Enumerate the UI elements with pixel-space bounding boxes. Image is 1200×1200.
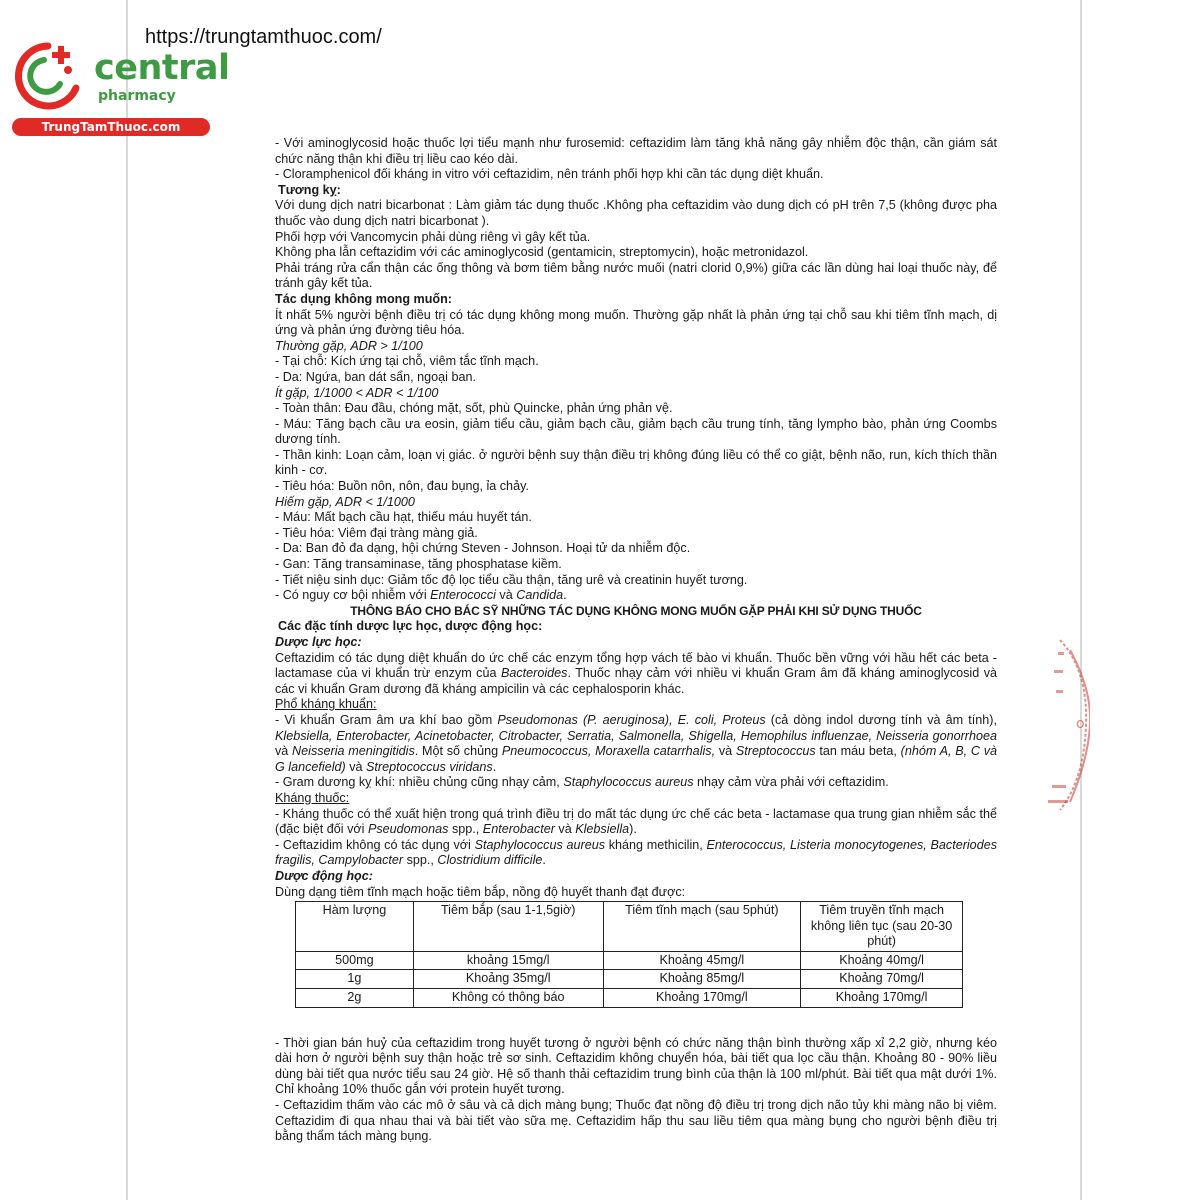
list-item: - Da: Ngứa, ban dát sẩn, ngoại ban.	[275, 369, 476, 384]
paragraph: - Ceftazidim thấm vào các mô ở sâu và cả dịch màng bụng; Thuốc đạt nồng độ điều trị trong dịch não tủy khi màng não bị viêm. Ceftazidim đi qua nhau thai và bài tiết vào sữa mẹ. Ceftazidim hấp thu sau liều tiêm qua màng bụng cho người bệnh điều trị bằng thẩm tách màng bụng.	[275, 1098, 997, 1144]
scan-edge-left	[126, 0, 128, 1200]
paragraph: - Gram dương kỵ khí: nhiều chủng cũng nhạy cảm, Staphylococcus aureus nhạy cảm vừa phải với ceftazidim.	[275, 775, 889, 790]
list-item: - Có nguy cơ bội nhiễm với Enterococci và Candida.	[275, 588, 567, 603]
paragraph: - Vi khuẩn Gram âm ưa khí bao gồm Pseudomonas (P. aeruginosa), E. coli, Proteus (cả dòng indol dương tính và âm tính), Klebsiella, Enterobacter, Acinetobacter, Citrobacter, Serratia, Salmonella, Shigella, Hemophilus influenzae, Neisseria gonorrhoea và Neisseria meningitidis. Một số chủng Pneumococcus, Moraxella catarrhalis, và Streptococcus tan máu beta, (nhóm A, B, C và G lancefield) và Streptococcus viridans.	[275, 712, 998, 774]
table-header-cell: Hàm lượng	[296, 902, 414, 952]
section-title-incompatibility: Tương kỵ:	[278, 182, 341, 197]
frequency-label: Hiếm gặp, ADR < 1/1000	[275, 494, 415, 509]
spacer	[275, 1008, 997, 1036]
table-cell: Khoảng 35mg/l	[413, 970, 603, 989]
table-row	[296, 989, 963, 1008]
logo-subtitle: pharmacy	[98, 88, 176, 104]
table-cell: khoảng 15mg/l	[413, 951, 603, 970]
source-url[interactable]: https://trungtamthuoc.com/	[145, 26, 382, 48]
table-row	[296, 970, 963, 989]
table-cell: Khoảng 70mg/l	[801, 970, 963, 989]
list-item: - Tiêu hóa: Viêm đại tràng màng giả.	[275, 525, 478, 540]
table-cell: Khoảng 45mg/l	[603, 951, 801, 970]
red-stamp-fragment	[1030, 630, 1090, 820]
table-header-cell: Tiêm truyền tĩnh mạch không liên tục (sau 20-30 phút)	[801, 902, 963, 952]
pk-table	[295, 901, 963, 1008]
paragraph: - Cloramphenicol đối kháng in vitro với ceftazidim, nên tránh phối hợp khi cần tác dụng diệt khuẩn.	[275, 167, 824, 182]
table-cell: 1g	[296, 970, 414, 989]
frequency-label: Ít gặp, 1/1000 < ADR < 1/100	[275, 385, 439, 400]
table-cell: Khoảng 170mg/l	[603, 989, 801, 1008]
list-item: - Thần kinh: Loạn cảm, loạn vị giác. ở người bệnh suy thận điều trị không đúng liều có thể co giật, bệnh não, run, kích thích thần kinh - cơ.	[275, 447, 997, 478]
list-item: - Tiết niệu sinh dục: Giảm tốc độ lọc tiểu cầu thận, tăng urê và creatinin huyết tương.	[275, 572, 748, 587]
scan-edge-right	[1080, 0, 1082, 1200]
table-cell: Không có thông báo	[413, 989, 603, 1008]
section-title-adverse: Tác dụng không mong muốn:	[275, 291, 452, 306]
doctor-notice: THÔNG BÁO CHO BÁC SỸ NHỮNG TÁC DỤNG KHÔNG MONG MUỐN GẶP PHẢI KHI SỬ DỤNG THUỐC	[350, 603, 922, 618]
list-item: - Toàn thân: Đau đầu, chóng mặt, sốt, phù Quincke, phản ứng phản vệ.	[275, 401, 673, 416]
table-cell: Khoảng 85mg/l	[603, 970, 801, 989]
paragraph: Không pha lẫn ceftazidim với các aminoglycosid (gentamicin, streptomycin), hoặc metronidazol.	[275, 245, 809, 260]
pharmacy-logo[interactable]	[8, 36, 230, 136]
table-row	[296, 951, 963, 970]
section-title-pharmacology: Các đặc tính dược lực học, dược động học:	[278, 619, 543, 634]
list-item: - Da: Ban đỏ đa dạng, hội chứng Steven - Johnson. Hoại tử da nhiễm độc.	[275, 541, 691, 556]
paragraph: - Kháng thuốc có thể xuất hiện trong quá trình điều trị do mất tác dụng ức chế các beta - lactamase qua trung gian nhiễm sắc thể (đặc biệt đối với Pseudomonas spp., Enterobacter và Klebsiella).	[275, 806, 997, 837]
table-cell: Khoảng 40mg/l	[801, 951, 963, 970]
paragraph: Ceftazidim có tác dụng diệt khuẩn do ức chế các enzym tổng hợp vách tế bào vi khuẩn. Thuốc bền vững với hầu hết các beta - lactamase của vi khuẩn trừ enzym của Bacteroides. Thuốc nhạy cảm với nhiều vi khuẩn Gram âm đã kháng aminoglycosid và các vi khuẩn Gram dương đã kháng ampicilin và các cephalosporin khác.	[275, 650, 998, 696]
list-item: - Tại chỗ: Kích ứng tại chỗ, viêm tắc tĩnh mạch.	[275, 354, 539, 369]
paragraph: Với dung dịch natri bicarbonat : Làm giảm tác dụng thuốc .Không pha ceftazidim vào dung dịch có pH trên 7,5 (không được pha thuốc vào dung dịch natri bicarbonat ).	[275, 198, 997, 228]
paragraph: Phải tráng rửa cẩn thận các ống thông và bơm tiêm bằng nước muối (natri clorid 0,9%) giữa các lần dùng hai loại thuốc này, để tránh gây kết tủa.	[275, 260, 997, 291]
frequency-label: Thường gặp, ADR > 1/100	[275, 338, 423, 353]
list-item: - Máu: Tăng bạch cầu ưa eosin, giảm tiểu cầu, giảm bạch cầu, giảm bạch cầu trung tính, tăng lympho bào, phản ứng Coombs dương tính.	[275, 416, 997, 447]
subsection-title-resistance: Kháng thuốc:	[275, 790, 350, 805]
document-body	[275, 136, 997, 1145]
table-header-cell: Tiêm tĩnh mạch (sau 5phút)	[603, 902, 801, 952]
table-header-row	[296, 902, 963, 952]
table-cell: Khoảng 170mg/l	[801, 989, 963, 1008]
svg-text:o: o	[1076, 716, 1085, 732]
paragraph: - Với aminoglycosid hoặc thuốc lợi tiểu mạnh như furosemid: ceftazidim làm tăng khả năng gây nhiễm độc thận, cần giám sát chức năng thận khi điều trị liều cao kéo dài.	[275, 136, 997, 166]
list-item: - Máu: Mất bạch cầu hạt, thiếu máu huyết tán.	[275, 510, 532, 525]
table-header-cell: Tiêm bắp (sau 1-1,5giờ)	[413, 902, 603, 952]
paragraph: - Ceftazidim không có tác dụng với Staphylococcus aureus kháng methicilin, Enterococcus, Listeria monocytogenes, Bacteriodes fragilis, Campylobacter spp., Clostridium difficile.	[275, 837, 997, 868]
table-cell: 500mg	[296, 951, 414, 970]
table-cell: 2g	[296, 989, 414, 1008]
logo-emblem-icon	[8, 36, 94, 116]
subsection-title-pharmacodynamics: Dược lực học:	[275, 635, 362, 649]
logo-name: central	[94, 48, 230, 88]
list-item: - Tiêu hóa: Buồn nôn, nôn, đau bụng, ỉa chảy.	[275, 479, 529, 494]
paragraph: - Thời gian bán huỷ của ceftazidim trong huyết tương ở người bệnh có chức năng thận bình thường xấp xỉ 2,2 giờ, nhưng kéo dài hơn ở người bệnh suy thận hoặc trẻ sơ sinh. Ceftazidim không chuyển hóa, bài tiết qua lọc cầu thận. Khoảng 80 - 90% liều dùng bài tiết qua nước tiểu sau 24 giờ. Hệ số thanh thải ceftazidim trung bình của thận là 100 ml/phút. Bài tiết qua mật dưới 1%. Chỉ khoảng 10% thuốc gắn với protein huyết tương.	[275, 1035, 997, 1097]
paragraph: Ít nhất 5% người bệnh điều trị có tác dụng không mong muốn. Thường gặp nhất là phản ứng tại chỗ sau khi tiêm tĩnh mạch, dị ứng và phản ứng đường tiêu hóa.	[275, 307, 997, 338]
paragraph: Phối hợp với Vancomycin phải dùng riêng vì gây kết tủa.	[275, 229, 591, 244]
paragraph: Dùng dạng tiêm tĩnh mạch hoặc tiêm bắp, nồng độ huyết thanh đạt được:	[275, 884, 686, 899]
logo-banner: TrungTamThuoc.com	[12, 118, 210, 136]
subsection-title-pharmacokinetics: Dược động học:	[275, 868, 373, 883]
subsection-title-spectrum: Phổ kháng khuẩn:	[275, 697, 377, 712]
list-item: - Gan: Tăng transaminase, tăng phosphatase kiềm.	[275, 557, 562, 572]
